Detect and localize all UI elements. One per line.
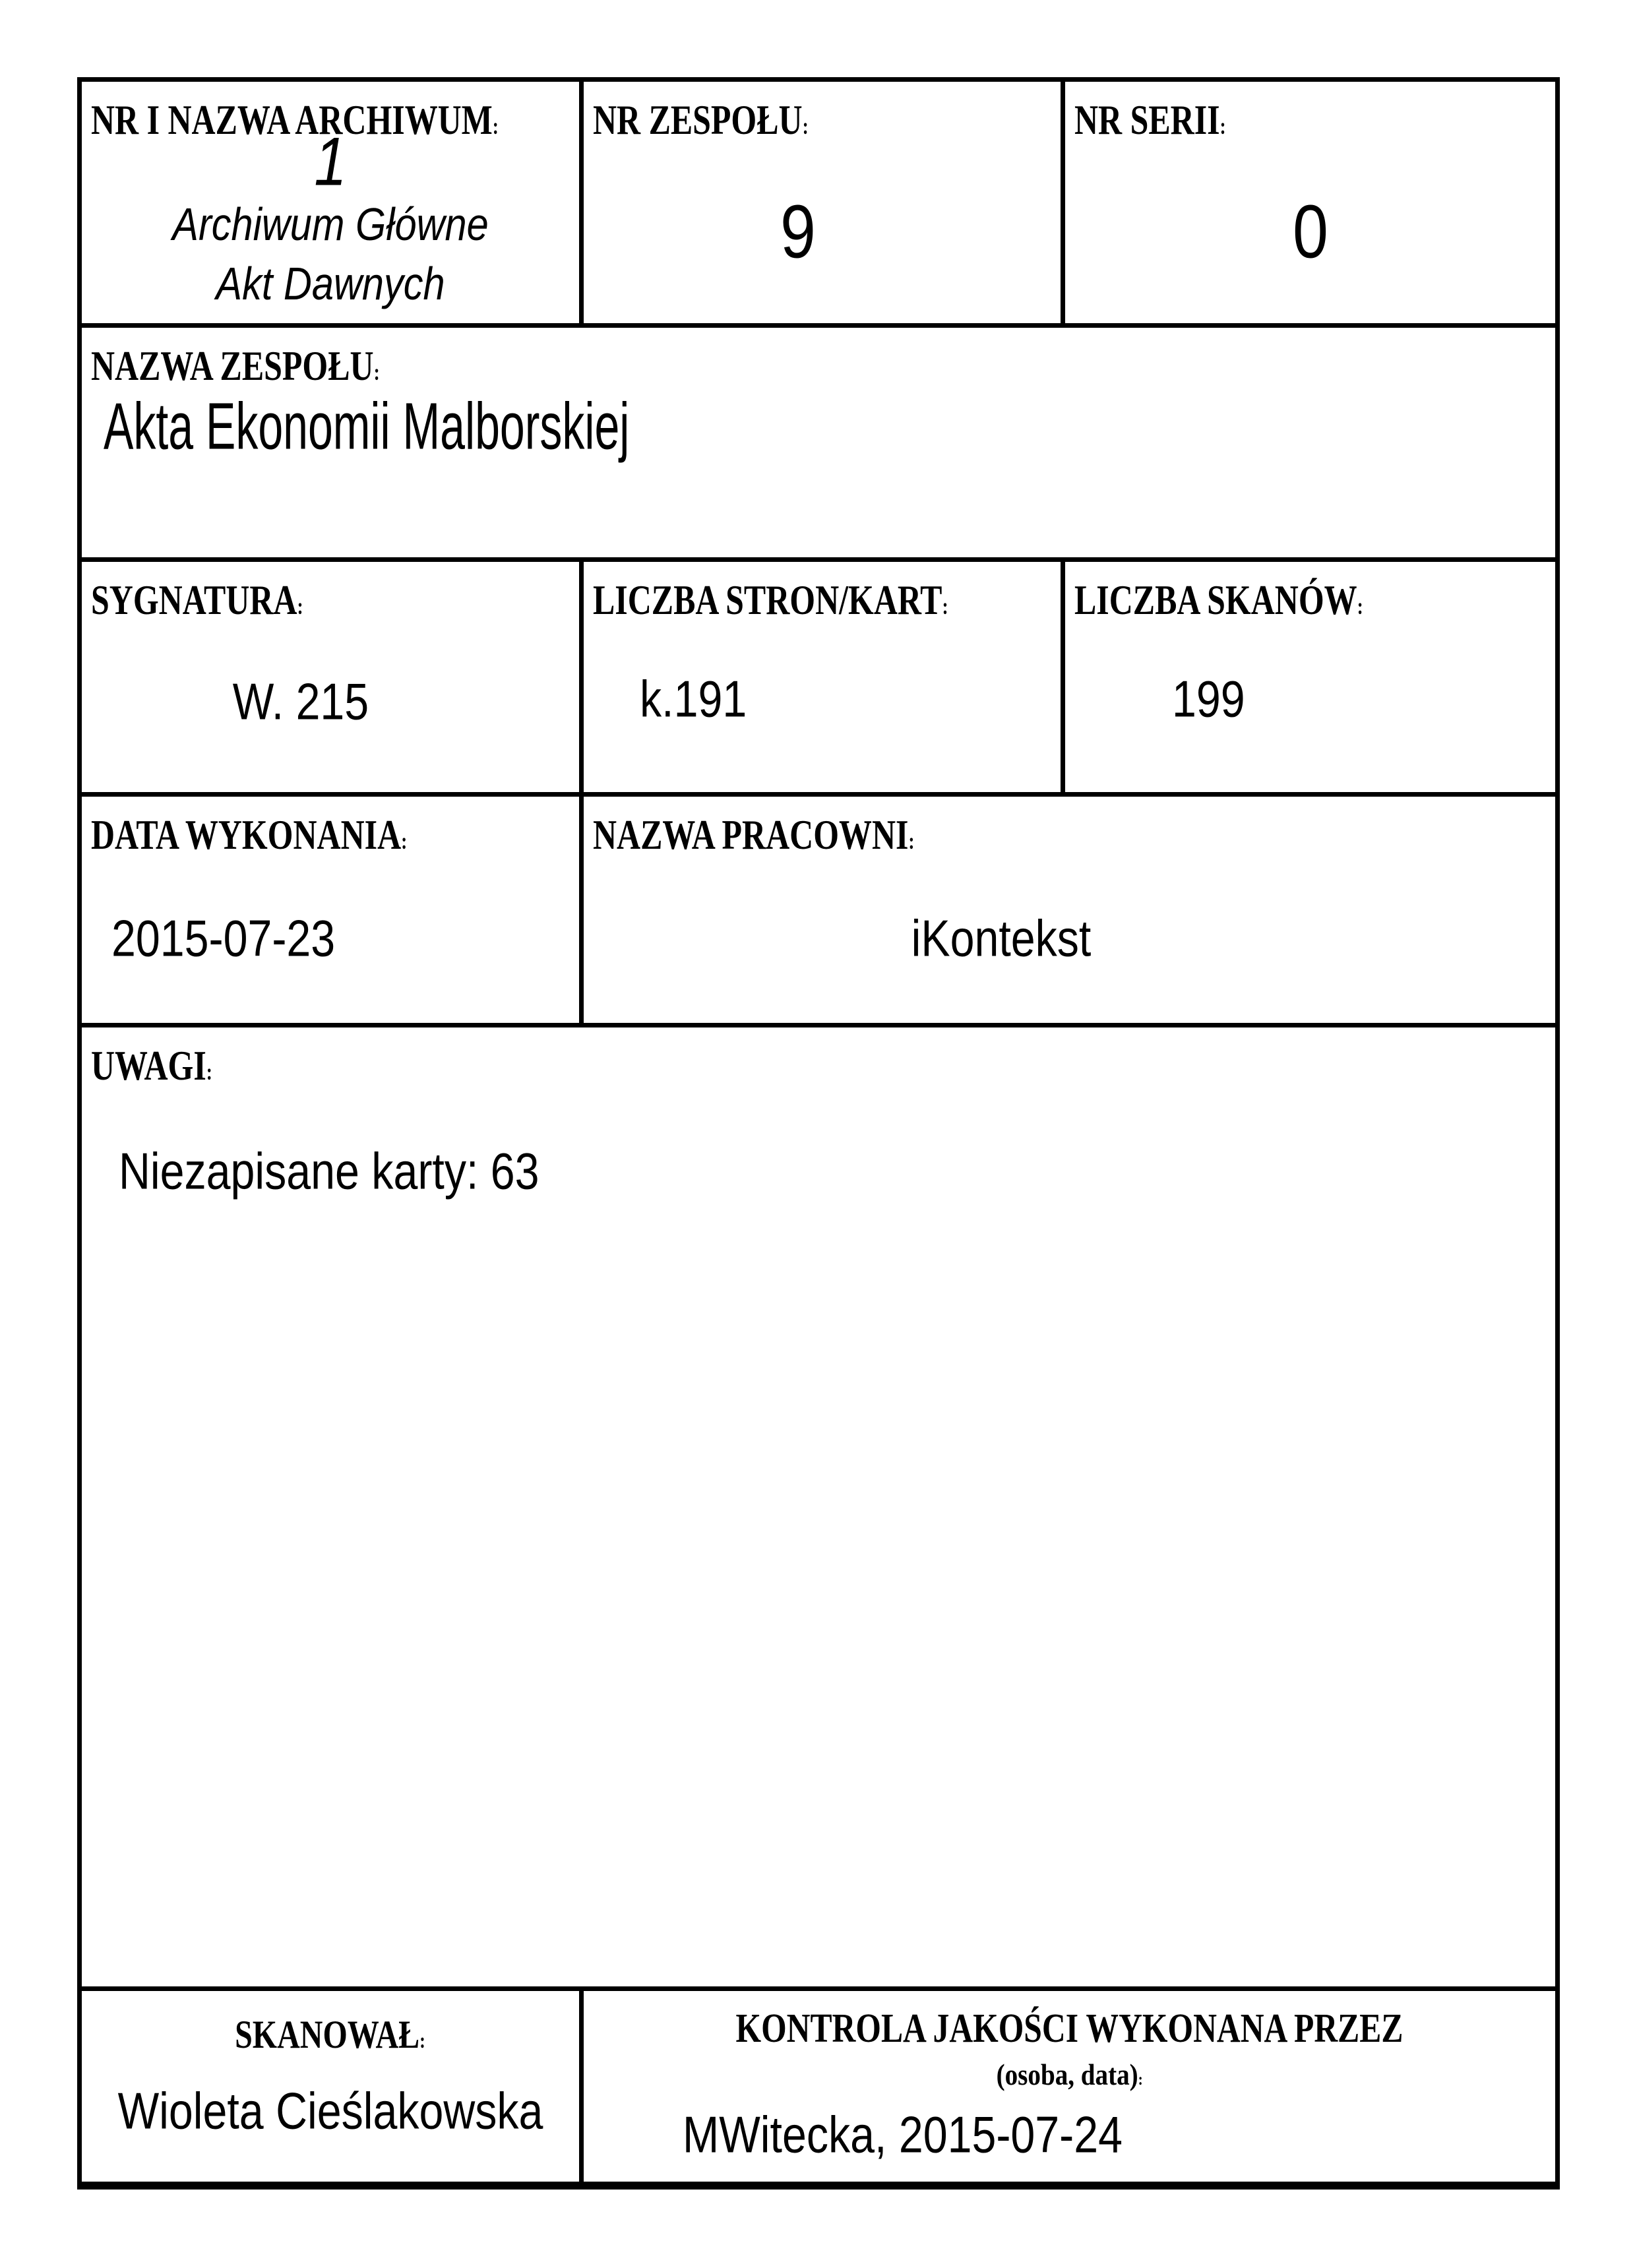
quality-control-value: MWitecka, 2015-07-24 (682, 2105, 1123, 2164)
cell-studio (584, 797, 1555, 1023)
archive-name-line2: Akt Dawnych (216, 258, 445, 309)
fonds-number-label: NR ZESPOŁU: (592, 96, 809, 143)
quality-control-sublabel: (osoba, data): (996, 2057, 1143, 2091)
cell-archive-number-and-name (82, 82, 579, 323)
cell-series-number (1065, 82, 1555, 323)
remarks-value: Niezapisane karty: 63 (119, 1142, 540, 1200)
remarks-label: UWAGI: (91, 1042, 212, 1089)
scan-date-label: DATA WYKONANIA: (91, 811, 408, 858)
quality-control-label: KONTROLA JAKOŚCI WYKONANA PRZEZ (735, 2006, 1404, 2051)
cell-remarks (82, 1027, 1555, 1986)
fonds-number-value: 9 (780, 190, 817, 274)
cell-scans-count (1065, 562, 1555, 791)
scans-count-value: 199 (1172, 669, 1245, 728)
fonds-name-value: Akta Ekonomii Malborskiej (104, 389, 630, 464)
pages-count-label: LICZBA STRON/KART: (592, 576, 948, 624)
cell-fonds-name (82, 328, 1555, 557)
cell-signature (82, 562, 579, 791)
archive-name-line1: Archiwum Główne (172, 199, 489, 250)
pages-count-value: k.191 (639, 669, 747, 728)
studio-label: NAZWA PRACOWNI: (592, 811, 915, 858)
signature-value: W. 215 (232, 672, 369, 731)
archive-number-value: 1 (314, 123, 347, 200)
series-number-label: NR SERII: (1074, 96, 1227, 143)
series-number-value: 0 (1292, 190, 1328, 274)
signature-label: SYGNATURA: (91, 576, 303, 624)
scan-date-value: 2015-07-23 (111, 909, 336, 967)
cell-pages-count (584, 562, 1061, 791)
cell-scan-date (82, 797, 579, 1023)
cell-fonds-number (584, 82, 1061, 323)
fonds-name-label: NAZWA ZESPOŁU: (91, 342, 380, 390)
archival-form-table (77, 77, 1560, 2190)
scans-count-label: LICZBA SKANÓW: (1074, 576, 1364, 624)
scanned-by-value: Wioleta Cieślakowska (117, 2081, 543, 2140)
cell-scanned-by (82, 1991, 579, 2182)
studio-value: iKontekst (911, 909, 1092, 967)
scanned-by-label: SKANOWAŁ: (235, 2012, 426, 2056)
cell-quality-control (584, 1991, 1555, 2182)
archive-label: NR I NAZWA ARCHIWUM: (91, 96, 499, 143)
